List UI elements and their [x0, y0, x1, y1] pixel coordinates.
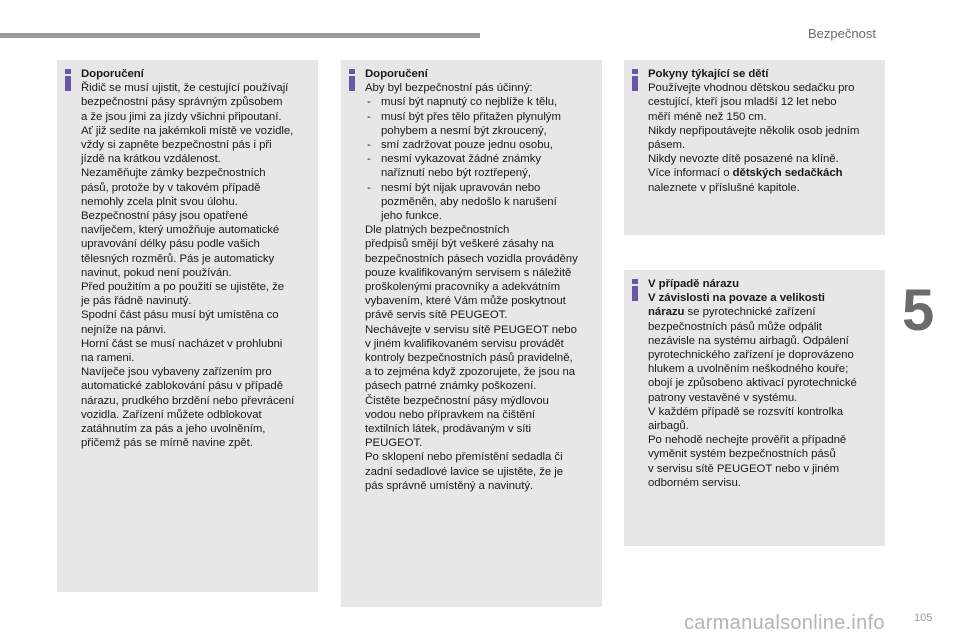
box-body	[365, 223, 596, 493]
box-title: Doporučení	[81, 68, 144, 80]
text-line: Čistěte bezpečnostní pásy mýdlovou	[365, 394, 549, 407]
box-body	[648, 81, 879, 166]
text-line: předpisů smějí být veškeré zásahy na	[365, 238, 554, 251]
list-item-line: naříznutí nebo být roztřepený,	[381, 167, 531, 180]
text-line: vozidla. Zařízení můžete odblokovat	[81, 408, 262, 421]
list-item-line: pozměněn, aby nedošlo k narušení	[381, 195, 557, 208]
info-icon	[348, 69, 356, 91]
text-line: pyrotechnického zařízení je doprovázeno	[648, 349, 854, 362]
list-item	[365, 110, 596, 138]
text-line: vodou nebo přípravkem na čištění	[365, 408, 535, 421]
list-item-line: - musí být napnutý co nejblíže k tělu,	[381, 96, 558, 109]
text-line: Nezaměňujte zámky bezpečnostních	[81, 167, 266, 180]
text-line: Po sklopení nebo přemístění sedadla či	[365, 451, 563, 464]
text-line: pouze kvalifikovaným servisem s náležitě	[365, 266, 572, 279]
list-item-line: - nesmí být nijak upravován nebo	[381, 181, 541, 194]
text-line: bezpečnostních pásech vozidla prováděny	[365, 252, 578, 265]
text-line: pásech patrné známky poškození.	[365, 380, 537, 393]
text-line: automatické zablokování pásu v případě	[81, 380, 283, 393]
text-line: zatáhnutím za pás a jeho uvolněním,	[81, 423, 266, 436]
text-line: pásů, protože by v takovém případě	[81, 181, 261, 194]
text-line: obojí je způsobeno aktivací pyrotechnické	[648, 377, 857, 390]
section-title: Bezpečnost	[808, 26, 876, 41]
text-line: nezávisle na systému airbagů. Odpálení	[648, 334, 849, 347]
info-icon	[64, 69, 72, 91]
text-line: přičemž pás se mírně navine zpět.	[81, 437, 253, 450]
info-box-recommendation-1	[57, 60, 318, 592]
text-line: upravování délky pásu podle vašich	[81, 238, 260, 251]
text-line: vybavením, které Vám může poskytnout	[365, 295, 566, 308]
text-line: Nikdy nevozte dítě posazené na klíně.	[648, 153, 839, 166]
text-line: Nechávejte v servisu sítě PEUGEOT nebo	[365, 323, 577, 336]
text-line: nemohly zcela plnit svou úlohu.	[81, 195, 238, 208]
text-line: vyměnit systém bezpečnostních pásů	[648, 448, 836, 461]
box-title: Pokyny týkající se dětí	[648, 68, 769, 80]
box-intro: Aby byl bezpečnostní pás účinný:	[365, 82, 533, 95]
more-info-suffix: naleznete v příslušné kapitole.	[648, 181, 800, 194]
text-line: patrony vestavěné v systému.	[648, 391, 798, 404]
requirement-list	[365, 95, 596, 223]
text-line: Před použitím a po použití se ujistěte, že	[81, 281, 285, 294]
list-item	[365, 152, 596, 180]
text-line: Ať již sedíte na jakémkoli místě ve vozidle,	[81, 124, 294, 137]
text-line: jízdě na krátkou vzdálenost.	[81, 153, 221, 166]
list-item	[365, 181, 596, 224]
text-line: Nikdy nepřipoutávejte několik osob jedním	[648, 124, 860, 137]
text-line: Dle platných bezpečnostních	[365, 224, 510, 237]
list-item-line: - musí být přes tělo přitažen plynulým	[381, 110, 561, 123]
text-line: právě servis sítě PEUGEOT.	[365, 309, 508, 322]
text-line: Používejte vhodnou dětskou sedačku pro	[648, 82, 855, 95]
text-line: airbagů.	[648, 420, 689, 433]
text-line: nejníže na pánvi.	[81, 323, 167, 336]
info-icon	[631, 69, 639, 91]
list-item-line: pohybem a nesmí být zkroucený,	[381, 124, 547, 137]
box-body	[81, 81, 312, 450]
box-title: Doporučení	[365, 68, 428, 80]
box-subtitle-cont: nárazu se pyrotechnické zařízení	[648, 306, 816, 319]
text-line: bezpečnostních pásů může odpálit	[648, 320, 822, 333]
text-line: navinut, pokud není používán.	[81, 266, 232, 279]
text-line: Bezpečnostní pásy jsou opatřené	[81, 210, 248, 223]
text-line: hlukem a uvolněním neškodného kouře;	[648, 363, 849, 376]
list-item	[365, 95, 596, 109]
info-icon	[631, 279, 639, 301]
text-line: cestující, kteří jsou mladší 12 let nebo	[648, 96, 837, 109]
text-line: je pás řádně navinutý.	[81, 295, 192, 308]
list-item-line: jeho funkce.	[381, 210, 442, 223]
page-number: 105	[914, 612, 933, 624]
list-item-line: - smí zadržovat pouze jednu osobu,	[381, 139, 553, 152]
text-line: a že jsou jimi za jízdy všichni připoutaní.	[81, 110, 282, 123]
text-line: pásem.	[648, 139, 686, 152]
text-line: na rameni.	[81, 352, 135, 365]
box-body	[648, 320, 879, 490]
text-line: Spodní část pásu musí být umístěna co	[81, 309, 279, 322]
header-rule	[0, 33, 480, 38]
text-line: nárazu, prudkého brzdění nebo převrácení	[81, 394, 295, 407]
text-line: bezpečnostní pásy správným způsobem	[81, 96, 283, 109]
text-line: měří méně než 150 cm.	[648, 110, 767, 123]
text-line: Po nehodě nechejte prověřit a případně	[648, 434, 847, 447]
text-line: Horní část se musí nacházet v prohlubni	[81, 337, 283, 350]
more-info-line: Více informací o dětských sedačkách	[648, 167, 843, 180]
text-line: pás správně umístěný a navinutý.	[365, 479, 534, 492]
text-line: v jiném kvalifikovaném servisu provádět	[365, 337, 564, 350]
box-title: V případě nárazu	[648, 278, 739, 290]
text-line: V každém případě se rozsvítí kontrolka	[648, 405, 843, 418]
chapter-number: 5	[902, 278, 935, 343]
text-line: Řidič se musí ujistit, že cestující používají	[81, 82, 289, 95]
text-line: odborném servisu.	[648, 476, 741, 489]
text-line: proškolenými pracovníky a adekvátním	[365, 281, 561, 294]
text-line: kontroly bezpečnostních pásů pravidelně,	[365, 352, 573, 365]
text-line: PEUGEOT.	[365, 437, 423, 450]
info-box-recommendation-2	[341, 60, 602, 607]
text-line: a to zejména když zpozorujete, že jsou na	[365, 366, 576, 379]
text-line: v servisu sítě PEUGEOT nebo v jiném	[648, 462, 840, 475]
info-box-collision	[624, 270, 885, 546]
info-box-children	[624, 60, 885, 235]
text-line: vždy si zapněte bezpečnostní pás i při	[81, 139, 272, 152]
text-line: navíječem, který umožňuje automatické	[81, 224, 280, 237]
list-item-line: - nesmí vykazovat žádné známky	[381, 153, 542, 166]
watermark: carmanualsonline.info	[684, 612, 885, 634]
box-subtitle: V závislosti na povaze a velikosti	[648, 292, 825, 305]
text-line: zadní sedadlové lavice se ujistěte, že je	[365, 465, 564, 478]
text-line: tělesných rozměrů. Pás je automaticky	[81, 252, 275, 265]
text-line: Navíječe jsou vybaveny zařízením pro	[81, 366, 272, 379]
text-line: textilních látek, prodávaným v síti	[365, 423, 532, 436]
list-item	[365, 138, 596, 152]
